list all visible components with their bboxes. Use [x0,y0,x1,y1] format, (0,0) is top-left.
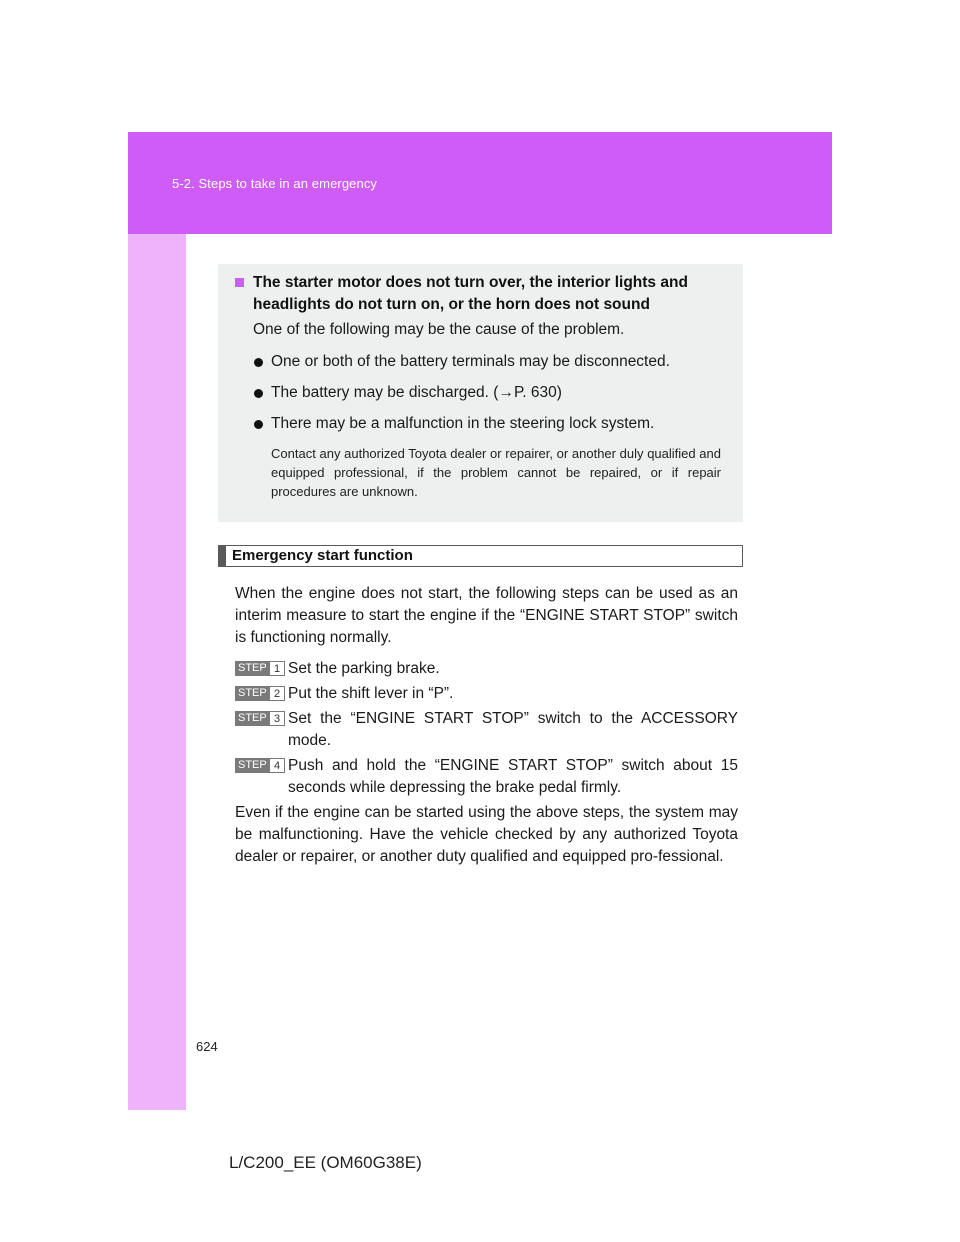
step-text: Push and hold the “ENGINE START STOP” switch about 15 seconds while depressing the brake pedal firmly. [288,757,738,796]
step-text: Set the “ENGINE START STOP” switch to the ACCESSORY mode. [288,710,738,749]
list-item [235,351,721,373]
side-tab-strip [128,234,186,1110]
step-2 [235,683,738,705]
note-heading [235,272,721,316]
page-number: 624 [196,1039,218,1054]
note-detail: Contact any authorized Toyota dealer or repairer, or another duly qualified and equipped professional, if the problem cannot be repaired, or if repair procedures are unknown. [271,446,721,499]
step-badge [235,661,285,676]
step-label: STEP [235,758,269,773]
step-text: Put the shift lever in “P”. [288,685,454,702]
step-number: 4 [269,758,285,773]
square-bullet-icon [235,278,244,287]
cause-text: There may be a malfunction in the steering lock system. [271,415,655,432]
section-intro: When the engine does not start, the following steps can be used as an interim measure to start the engine if the “ENGINE START STOP” switch is functioning normally. [235,585,738,646]
section-title: Emergency start function [218,545,743,567]
step-badge [235,686,285,701]
note-intro: One of the following may be the cause of the problem. [253,321,625,338]
cause-list [235,351,721,435]
list-item [235,413,721,435]
step-label: STEP [235,686,269,701]
step-1 [235,658,738,680]
step-badge [235,758,285,773]
step-3 [235,708,738,752]
step-number: 3 [269,711,285,726]
section-header-band [128,132,832,234]
dot-bullet-icon [254,420,263,429]
step-label: STEP [235,661,269,676]
step-badge [235,711,285,726]
dot-bullet-icon [254,389,263,398]
section-reference: 5-2. Steps to take in an emergency [172,176,378,191]
note-heading-text: The starter motor does not turn over, the interior lights and headlights do not turn on, or the horn does not sound [253,274,688,313]
step-text: Set the parking brake. [288,660,440,677]
step-label: STEP [235,711,269,726]
document-code: L/C200_EE (OM60G38E) [229,1153,422,1172]
note-box [218,264,743,522]
closing-paragraph: Even if the engine can be started using the above steps, the system may be malfunctioning. Have the vehicle checked by any authorized Toyota dealer or repairer, or another duty qualified and equipped pro-fessional. [235,804,738,865]
dot-bullet-icon [254,358,263,367]
cause-text: The battery may be discharged. (→P. 630) [271,384,562,401]
cause-text: One or both of the battery terminals may be disconnected. [271,353,670,370]
step-4 [235,755,738,799]
step-number: 1 [269,661,285,676]
list-item [235,382,721,404]
step-number: 2 [269,686,285,701]
